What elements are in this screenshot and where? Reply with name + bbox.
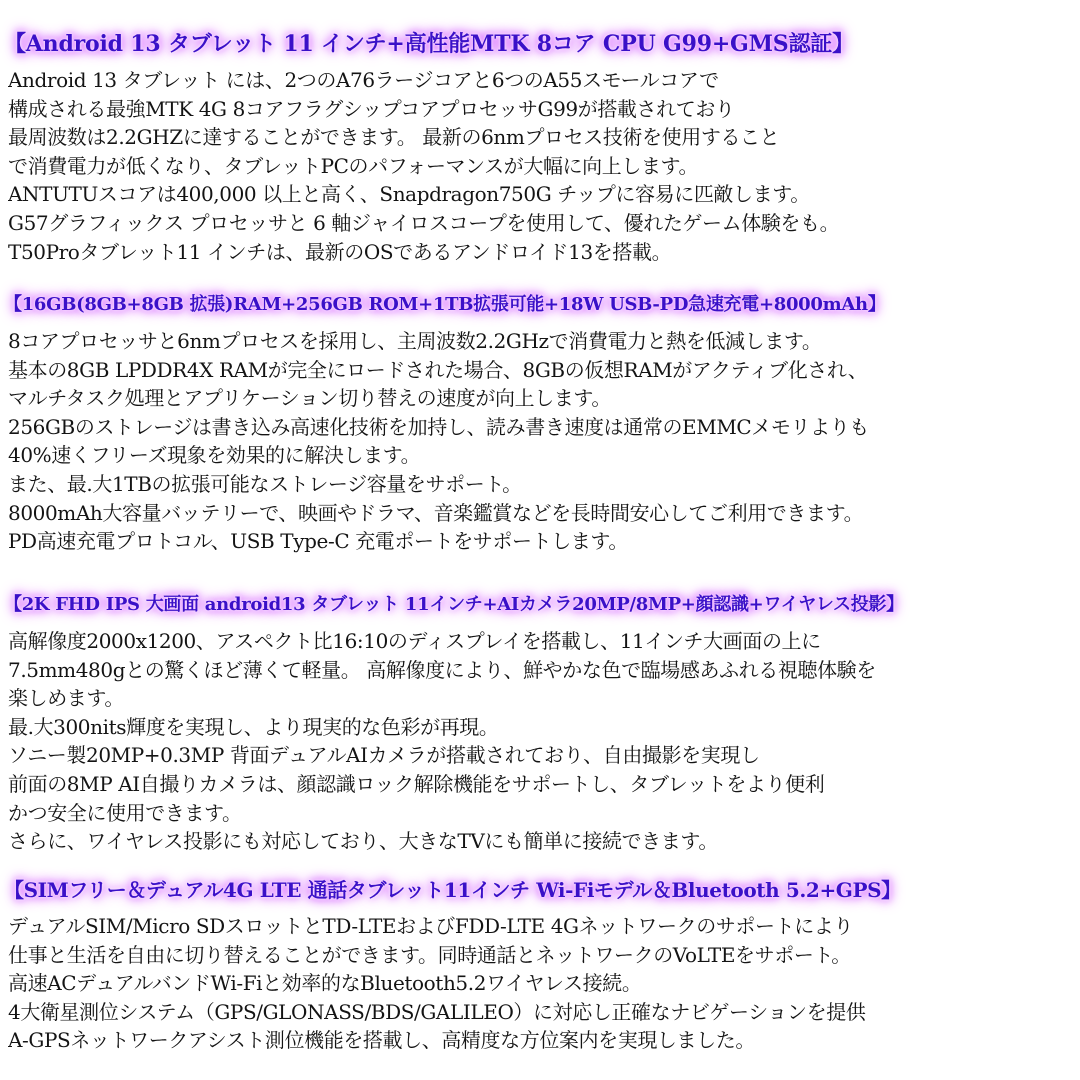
body-line: ANTUTUスコアは400,000 以上と高く、Snapdragon750G チップに容易に匹敵します。 — [8, 182, 810, 207]
body-line: 最周波数は2.2GHZに達することができます。 最新の6nmプロセス技術を使用すること — [8, 125, 780, 150]
body-line: A-GPSネットワークアシスト測位機能を搭載し、高精度な方位案内を実現しました。 — [8, 1028, 755, 1053]
body-line: T50Proタブレット11 インチは、最新のOSであるアンドロイド13を搭載。 — [8, 239, 672, 264]
section-body — [0, 627, 1080, 856]
body-line: 7.5mm480gとの驚くほど薄くて軽量。 高解像度により、鮮やかな色で臨場感あふれる視聴体験を — [8, 657, 876, 682]
body-line: 256GBのストレージは書き込み高速化技術を加持し、読み書き速度は通常のEMMCメモリよりも — [8, 414, 869, 439]
section-heading: 【16GB(8GB+8GB 拡張)RAM+256GB ROM+1TB拡張可能+18W USB-PD急速充電+8000mAh】 — [4, 294, 886, 315]
body-line: 40%速くフリーズ現象を効果的に解決します。 — [8, 443, 421, 468]
body-line: PD高速充電プロトコル、USB Type-C 充電ポートをサポートします。 — [8, 529, 628, 554]
body-line: で消費電力が低くなり、タブレットPCのパフォーマンスが大幅に向上します。 — [8, 153, 699, 178]
body-line: 前面の8MP AI自撮りカメラは、顔認識ロック解除機能をサポートし、タブレットをより便利 — [8, 771, 825, 796]
section-connectivity — [0, 868, 1080, 1055]
body-line: 高解像度2000x1200、アスペクト比16:10のディスプレイを搭載し、11インチ大画面の上に — [8, 629, 821, 653]
body-line: 楽しめます。 — [8, 686, 124, 711]
body-line: 8コアプロセッサと6nmプロセスを採用し、主周波数2.2GHzで消費電力と熱を低減します。 — [8, 329, 822, 353]
body-line: 基本の8GB LPDDR4X RAMが完全にロードされた場合、8GBの仮想RAMがアクティブ化され、 — [8, 357, 868, 382]
body-line: かつ安全に使用できます。 — [8, 800, 242, 825]
body-line: 構成される最強MTK 4G 8コアフラグシップコアプロセッサG99が搭載されており — [8, 96, 735, 121]
body-line: さらに、ワイヤレス投影にも対応しており、大きなTVにも簡単に接続できます。 — [8, 829, 718, 854]
section-heading: 【2K FHD IPS 大画面 android13 タブレット 11インチ+AIカメラ20MP/8MP+顔認識+ワイヤレス投影】 — [4, 594, 904, 615]
section-cpu — [0, 22, 1080, 266]
body-line: マルチタスク処理とアプリケーション切り替えの速度が向上します。 — [8, 386, 611, 411]
section-body — [0, 66, 1080, 266]
section-heading: 【SIMフリー＆デュアル4G LTE 通話タブレット11インチ Wi-Fiモデル＆Bluetooth 5.2+GPS】 — [4, 878, 901, 902]
body-line: また、最.大1TBの拡張可能なストレージ容量をサポート。 — [8, 471, 522, 496]
body-line: ソニー製20MP+0.3MP 背面デュアルAIカメラが搭載されており、自由撮影を実現し — [8, 743, 760, 768]
section-body — [0, 912, 1080, 1055]
body-line: デュアルSIM/Micro SDスロットとTD-LTEおよびFDD-LTE 4Gネットワークのサポートにより — [8, 914, 854, 938]
body-line: 高速ACデュアルバンドWi-Fiと効率的なBluetooth5.2ワイヤレス接続。 — [8, 971, 642, 996]
section-memory — [0, 283, 1080, 556]
body-line: 仕事と生活を自由に切り替えることができます。同時通話とネットワークのVoLTEをサポート。 — [8, 942, 851, 967]
body-line: 8000mAh大容量バッテリーで、映画やドラマ、音楽鑑賞などを長時間安心してご利用できます。 — [8, 500, 864, 525]
section-heading: 【Android 13 タブレット 11 インチ+高性能MTK 8コア CPU G99+GMS認証】 — [4, 31, 854, 57]
body-line: Android 13 タブレット には、2つのA76ラージコアと6つのA55スモールコアで — [8, 68, 719, 92]
body-line: G57グラフィックス プロセッサと 6 軸ジャイロスコープを使用して、優れたゲーム体験をも。 — [8, 210, 840, 235]
body-line: 最.大300nits輝度を実現し、より現実的な色彩が再現。 — [8, 714, 499, 739]
body-line: 4大衛星測位システム（GPS/GLONASS/BDS/GALILEO）に対応し正確なナビゲーションを提供 — [8, 999, 866, 1024]
section-body — [0, 327, 1080, 556]
section-display-camera — [0, 583, 1080, 856]
